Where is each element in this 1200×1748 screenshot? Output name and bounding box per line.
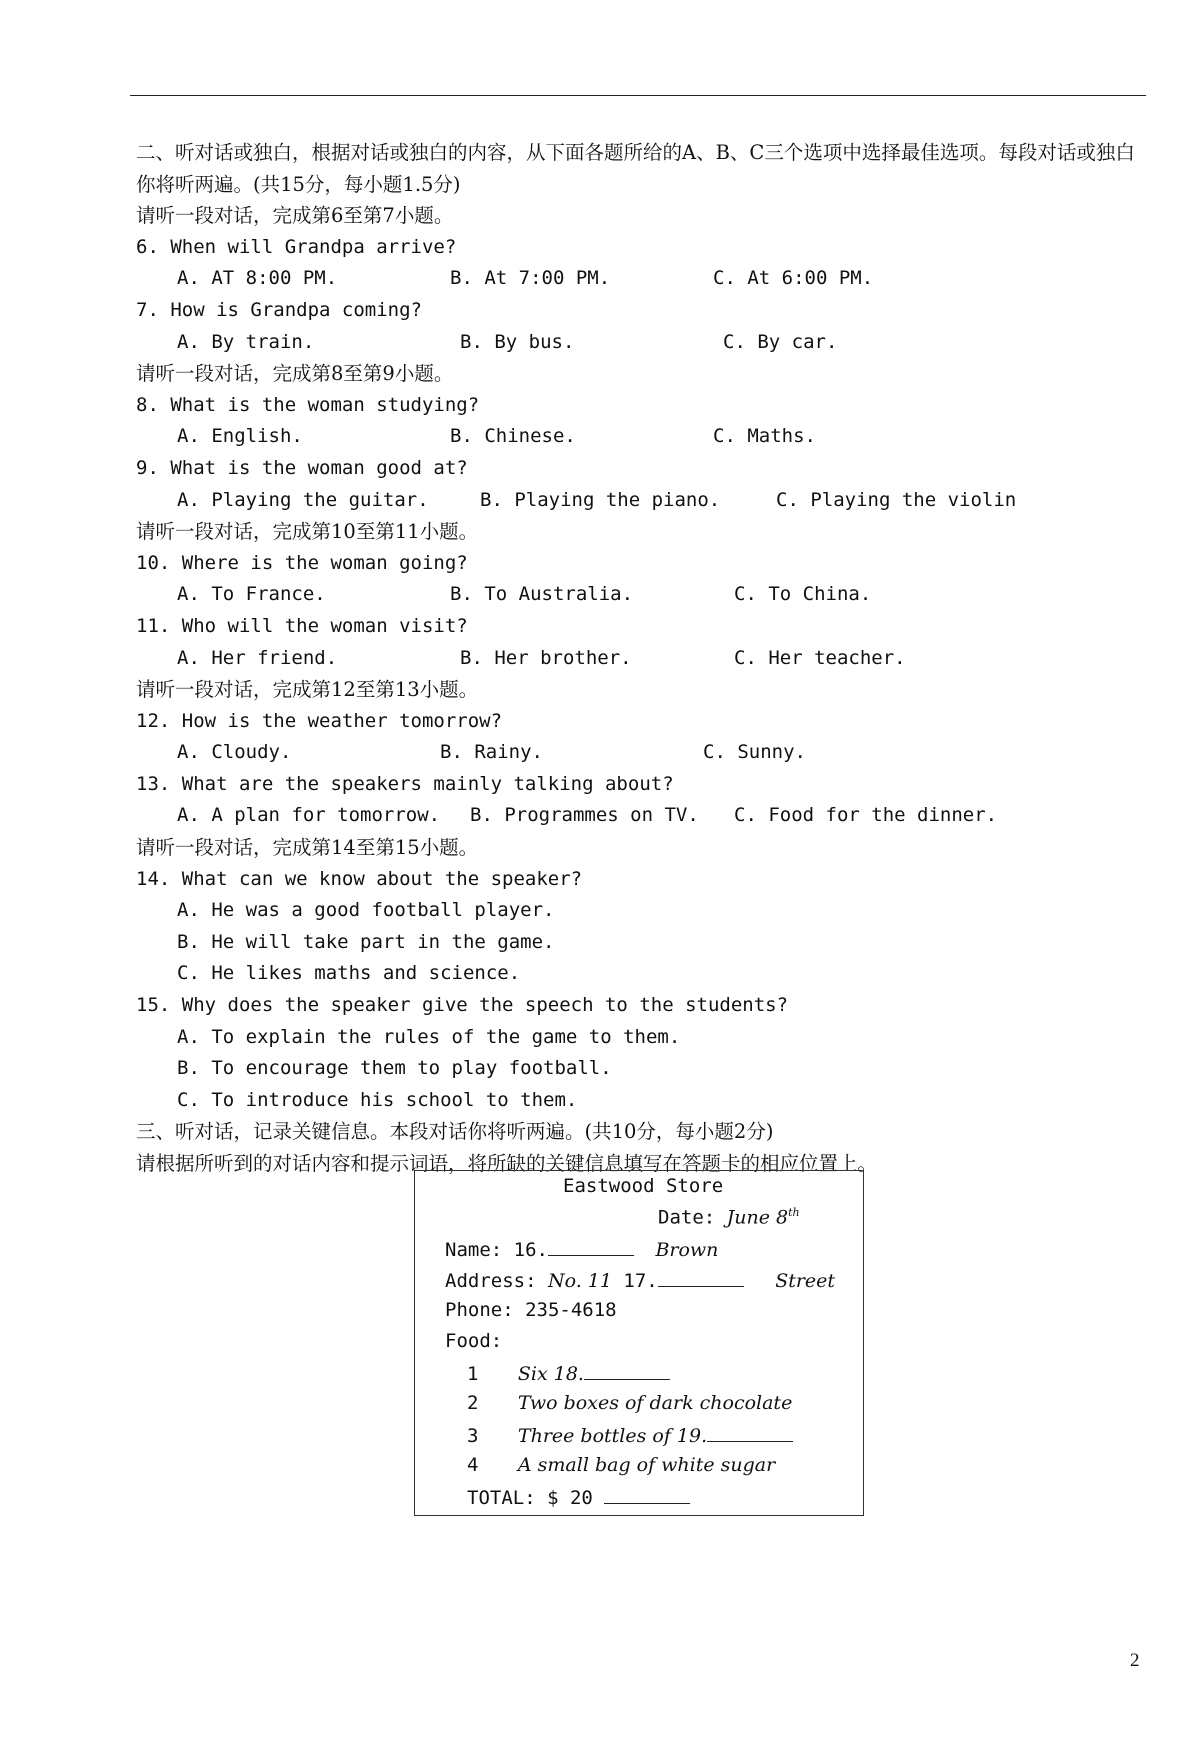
option-c: C. At 6:00 PM. [713, 267, 874, 290]
option-c: C. Playing the violin [776, 488, 1017, 511]
option-b: B. To Australia. [450, 583, 634, 606]
options-9 [136, 485, 1146, 517]
group-instruction: 请听一段对话，完成第6至第7小题。 [136, 204, 454, 228]
option-b: B. By bus. [460, 330, 575, 353]
page-content [136, 137, 1146, 1180]
answer-blank[interactable] [548, 1237, 634, 1256]
option-c: C. To China. [734, 583, 872, 606]
food-item-text: Three bottles of 19. [517, 1425, 708, 1447]
options-10 [136, 579, 1146, 611]
options-13 [136, 800, 1146, 832]
option-b: B. Her brother. [460, 646, 632, 669]
answer-blank[interactable] [584, 1361, 670, 1380]
date-value: June 8 [726, 1206, 789, 1229]
option-c: C. Her teacher. [734, 646, 906, 669]
food-item-number: 2 [467, 1392, 479, 1414]
section2-heading: 二、听对话或独白，根据对话或独白的内容，从下面各题所给的A、B、C三个选项中选择最佳选项。每段对话或独白你将听两遍。(共15分，每小题1.5分) [136, 141, 1135, 196]
address-value: No. 11 [547, 1270, 612, 1292]
option-c: C. Food for the dinner. [734, 804, 998, 827]
option-a: A. To France. [177, 583, 326, 606]
phone-value: 235-4618 [525, 1299, 617, 1321]
option-b: B. Playing the piano. [480, 488, 721, 511]
option-c: C. To introduce his school to them. [177, 1088, 578, 1111]
question-14: 14. What can we know about the speaker? [136, 867, 583, 890]
address-row [445, 1268, 835, 1292]
option-c: C. Sunny. [703, 741, 806, 764]
question-9: 9. What is the woman good at? [136, 456, 468, 479]
date-suffix: th [788, 1206, 800, 1219]
answer-blank[interactable] [707, 1423, 793, 1442]
section3-instruction: 请根据所听到的对话内容和提示词语，将所缺的关键信息填写在答题卡的相应位置上。 [136, 1152, 878, 1175]
option-b: B. To encourage them to play football. [177, 1057, 612, 1080]
answer-number: 17. [623, 1270, 658, 1292]
header-rule [130, 95, 1146, 96]
food-item-number: 1 [467, 1363, 479, 1385]
phone-row [445, 1299, 617, 1321]
food-item-text: Two boxes of dark chocolate [517, 1392, 793, 1414]
food-item [467, 1361, 670, 1385]
food-label: Food: [445, 1330, 503, 1352]
food-item [467, 1392, 792, 1414]
date-row [658, 1206, 800, 1228]
section3-heading: 三、听对话，记录关键信息。本段对话你将听两遍。(共10分，每小题2分) [136, 1120, 774, 1144]
date-label: Date: [658, 1206, 716, 1229]
address-label: Address: [445, 1270, 537, 1292]
option-a: A. A plan for tomorrow. [177, 804, 441, 827]
food-item-text: Six 18. [517, 1363, 584, 1385]
name-row [445, 1237, 718, 1261]
order-form [414, 1170, 864, 1516]
food-item-number: 3 [467, 1425, 479, 1447]
answer-blank[interactable] [604, 1485, 690, 1504]
total-value: $ 20 [547, 1487, 593, 1509]
options-12 [136, 737, 1146, 769]
option-b: B. Chinese. [450, 425, 576, 448]
address-street: Street [775, 1270, 836, 1292]
option-a: A. AT 8:00 PM. [177, 267, 338, 290]
question-7: 7. How is Grandpa coming? [136, 298, 422, 321]
option-a: A. He was a good football player. [177, 899, 555, 922]
food-item [467, 1423, 793, 1447]
option-a: A. Playing the guitar. [177, 488, 429, 511]
group-instruction: 请听一段对话，完成第10至第11小题。 [136, 520, 479, 544]
food-item-number: 4 [467, 1454, 479, 1476]
food-item [467, 1454, 775, 1476]
option-c: C. By car. [723, 330, 838, 353]
question-11: 11. Who will the woman visit? [136, 614, 468, 637]
option-a: A. Cloudy. [177, 741, 292, 764]
question-8: 8. What is the woman studying? [136, 393, 480, 416]
option-c: C. He likes maths and science. [177, 962, 521, 985]
option-a: A. By train. [177, 330, 315, 353]
options-7 [136, 327, 1146, 359]
options-6 [136, 263, 1146, 295]
option-a: A. English. [177, 425, 303, 448]
option-a: A. Her friend. [177, 646, 338, 669]
option-c: C. Maths. [713, 425, 816, 448]
options-8 [136, 421, 1146, 453]
phone-label: Phone: [445, 1299, 514, 1321]
group-instruction: 请听一段对话，完成第12至第13小题。 [136, 678, 479, 702]
total-row [467, 1485, 690, 1509]
group-instruction: 请听一段对话，完成第14至第15小题。 [136, 836, 479, 860]
group-instruction: 请听一段对话，完成第8至第9小题。 [136, 362, 454, 386]
total-label: TOTAL: [467, 1487, 536, 1509]
option-b: B. At 7:00 PM. [450, 267, 611, 290]
form-title: Eastwood Store [563, 1175, 724, 1197]
food-item-text: A small bag of white sugar [517, 1454, 776, 1476]
page-number: 2 [1130, 1650, 1140, 1671]
name-value: Brown [655, 1239, 719, 1261]
question-13: 13. What are the speakers mainly talking about? [136, 772, 674, 795]
question-10: 10. Where is the woman going? [136, 551, 468, 574]
option-b: B. He will take part in the game. [177, 930, 555, 953]
answer-number: 16. [513, 1239, 548, 1261]
option-b: B. Rainy. [440, 741, 543, 764]
question-6: 6. When will Grandpa arrive? [136, 235, 457, 258]
name-label: Name: [445, 1239, 503, 1261]
question-12: 12. How is the weather tomorrow? [136, 709, 503, 732]
option-a: A. To explain the rules of the game to them. [177, 1025, 681, 1048]
option-b: B. Programmes on TV. [470, 804, 699, 827]
options-11 [136, 643, 1146, 675]
question-15: 15. Why does the speaker give the speech to the students? [136, 994, 789, 1017]
answer-blank[interactable] [658, 1268, 744, 1287]
